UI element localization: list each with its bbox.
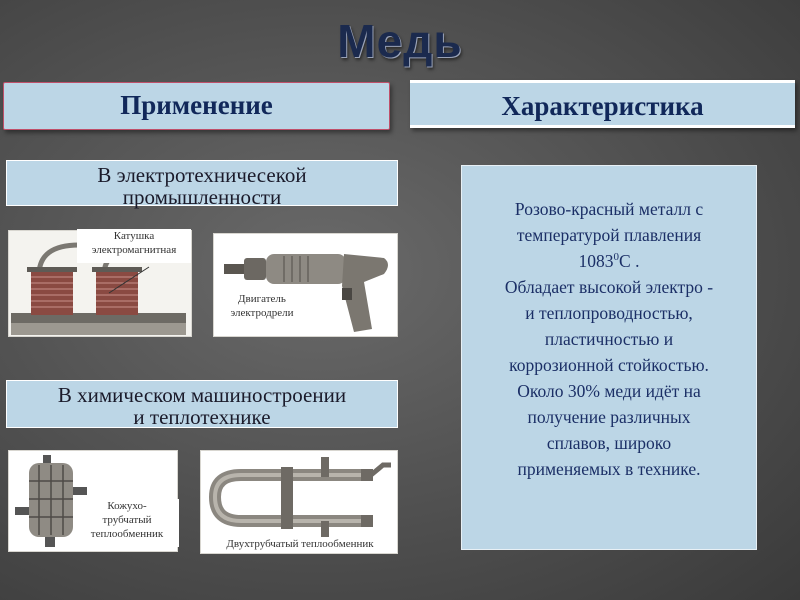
coil-caption-line2: электромагнитная	[91, 244, 177, 256]
coil-caption-line1: Катушка	[113, 230, 155, 242]
header-application: Применение	[3, 82, 390, 130]
shell-tube-caption-line3: теплообменник	[90, 528, 164, 540]
shell-tube-exchanger-image	[8, 450, 178, 552]
double-pipe-exchanger-image	[200, 450, 398, 554]
double-pipe-caption: Двухтрубчатый теплообменник	[207, 537, 393, 553]
char-line7: коррозионной стойкостью.	[509, 355, 709, 375]
char-line4: Обладает высокой электро -	[504, 277, 714, 297]
char-line10: сплавов, широко	[546, 433, 672, 453]
char-line6: пластичностью и	[544, 329, 674, 349]
shell-tube-caption-line2: трубчатый	[102, 514, 152, 526]
drill-caption	[222, 292, 302, 326]
shell-tube-caption	[75, 499, 179, 547]
section-electrical-line1: В электротехничесекой	[97, 163, 307, 187]
char-line11: применяемых в технике.	[517, 459, 701, 479]
drill-caption-line1: Двигатель	[238, 293, 286, 305]
coil-image	[8, 230, 192, 337]
melting-point-value: 1083	[578, 251, 614, 271]
coil-caption	[77, 229, 191, 263]
char-line9: получение различных	[527, 407, 691, 427]
melting-point-unit: С .	[619, 251, 640, 271]
drill-caption-line2: электродрели	[230, 307, 294, 319]
char-line3	[472, 248, 746, 274]
section-electrical-heading	[6, 160, 398, 209]
char-line2: температурой плавления	[516, 225, 702, 245]
char-line1: Розово-красный металл с	[514, 199, 704, 219]
section-chemical-heading	[6, 380, 398, 428]
section-chemical-line1: В химическом машиностроении	[57, 383, 347, 407]
section-electrical-line2: промышленности	[122, 185, 282, 209]
char-line5: и теплопроводностью,	[525, 303, 693, 323]
characteristics-panel	[461, 165, 757, 550]
char-line8: Около 30% меди идёт на	[517, 381, 701, 401]
section-chemical-line2: и теплотехнике	[133, 405, 271, 429]
header-characteristics: Характеристика	[410, 80, 795, 128]
shell-tube-caption-line1: Кожухо-	[107, 500, 147, 512]
slide-title: Медь	[337, 15, 463, 67]
drill-image	[213, 233, 398, 337]
melting-point-degree: 0	[613, 251, 620, 264]
